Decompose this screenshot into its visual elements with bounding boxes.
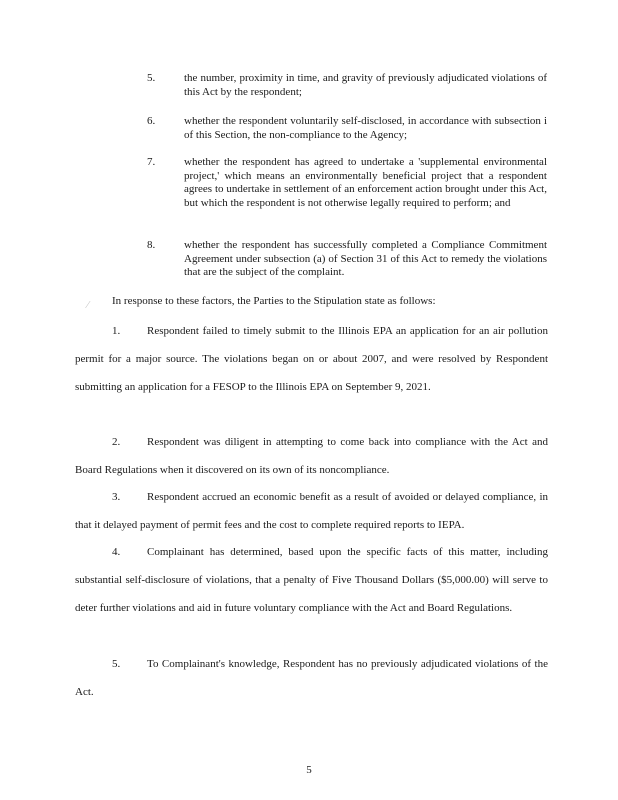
numbered-paragraph-5 [75, 650, 548, 706]
numbered-paragraph-3 [75, 483, 548, 539]
paragraph-text: Respondent accrued an economic benefit as a result of avoided or delayed compliance, in that it delayed payment of permit fees and the cost to complete required reports to IEPA. [75, 491, 548, 531]
list-item-text: whether the respondent has agreed to undertake a 'supplemental environmental project,' which means an environmentally beneficial project that a respondent agrees to undertake in settlement of an enforcement action brought under this Act, but which the respondent is not otherwise legally required to perform; and [184, 156, 547, 209]
intro-text: In response to these factors, the Parties to the Stipulation state as follows: [112, 295, 436, 307]
list-item-number: 5. [147, 72, 156, 84]
numbered-paragraph-2 [75, 428, 548, 484]
paragraph-text: To Complainant's knowledge, Respondent has no previously adjudicated violations of the Act. [75, 658, 548, 698]
paragraph-number: 5. [112, 658, 121, 670]
list-item-number: 6. [147, 115, 156, 127]
paragraph-number: 3. [112, 491, 121, 503]
list-item-text: whether the respondent has successfully completed a Compliance Commitment Agreement under subsection (a) of Section 31 of this Act to remedy the violations that are the subject of the complaint. [184, 239, 547, 278]
list-item-number: 8. [147, 239, 156, 251]
paragraph-number: 2. [112, 436, 121, 448]
margin-mark: ⁄ [87, 300, 89, 311]
page-number: 5 [306, 764, 312, 776]
numbered-paragraph-4 [75, 538, 548, 622]
list-item-text: the number, proximity in time, and gravity of previously adjudicated violations of this Act by the respondent; [184, 72, 547, 98]
paragraph-text: Respondent was diligent in attempting to come back into compliance with the Act and Board Regulations when it discovered on its own of its noncompliance. [75, 436, 548, 476]
numbered-paragraph-1 [75, 317, 548, 401]
list-item-number: 7. [147, 156, 156, 168]
paragraph-text: Respondent failed to timely submit to the Illinois EPA an application for an air pollution permit for a major source. The violations began on or about 2007, and were resolved by Respondent submitting an application for a FESOP to the Illinois EPA on September 9, 2021. [75, 325, 548, 393]
paragraph-number: 4. [112, 546, 121, 558]
list-item-text: whether the respondent voluntarily self-disclosed, in accordance with subsection i of this Section, the non-compliance to the Agency; [184, 115, 547, 141]
paragraph-number: 1. [112, 325, 121, 337]
paragraph-text: Complainant has determined, based upon the specific facts of this matter, including substantial self-disclosure of violations, that a penalty of Five Thousand Dollars ($5,000.00) will serve to deter further violations and aid in future voluntary compliance with the Act and Board Regulations. [75, 546, 548, 614]
